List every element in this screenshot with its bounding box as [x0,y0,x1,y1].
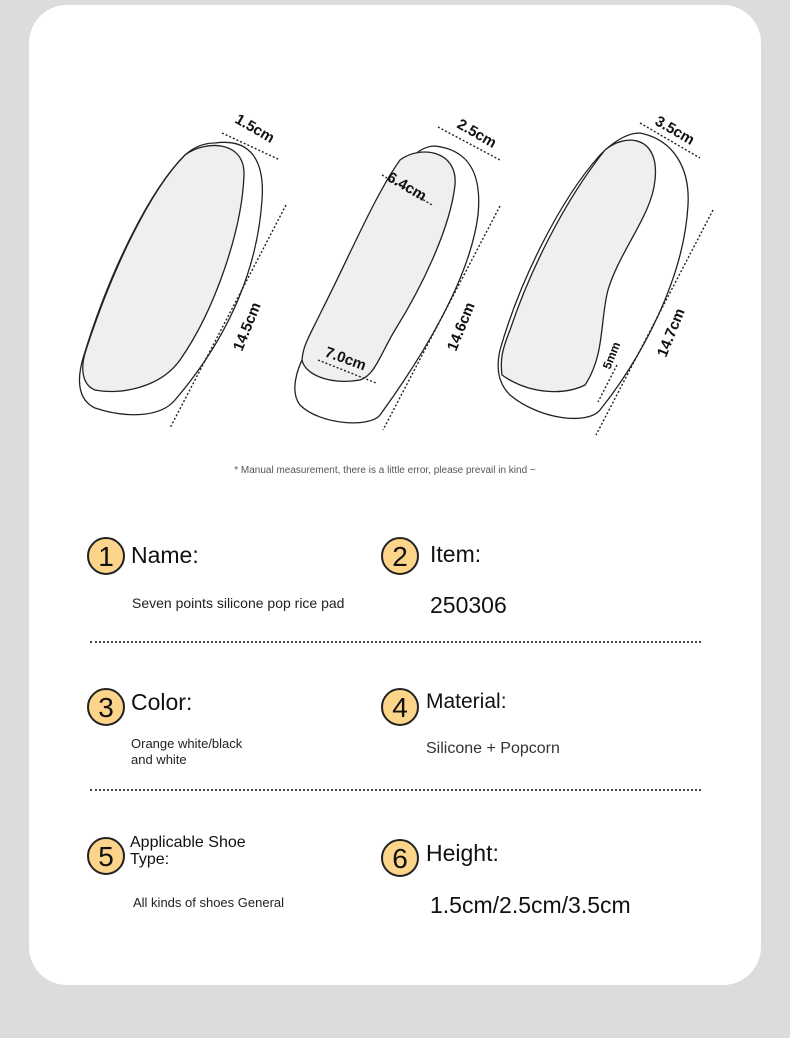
pad-3-height-label: 3.5cm [652,112,698,149]
spec-value-color-line2: and white [131,752,187,767]
spec-label-shoe-type [130,834,246,868]
pad-2-length-label: 14.6cm [443,299,479,354]
spec-label-shoe-type-line2: Type: [130,851,170,868]
spec-label-color: Color: [131,689,193,715]
insole-pad-3-top [501,140,655,391]
spec-value-shoe-type: All kinds of shoes General [133,895,285,910]
spec-label-name: Name: [131,542,199,568]
divider [90,641,701,643]
divider [90,789,701,791]
spec-number-6: 6 [381,839,419,877]
pad-3-length-label: 14.7cm [653,305,689,360]
spec-label-item: Item: [430,541,482,567]
spec-value-height: 1.5cm/2.5cm/3.5cm [430,892,631,918]
pad-2-bottom-width-label: 7.0cm [322,343,369,375]
spec-value-name: Seven points silicone pop rice pad [132,595,345,611]
spec-number-3: 3 [87,688,125,726]
pad-3-edge-label: 5mm [599,339,624,372]
spec-number-5: 5 [87,837,125,875]
pad-1-height-label: 1.5cm [232,110,278,147]
pad-2-top-width-label: 6.4cm [384,168,430,205]
insole-measurement-diagram [0,0,790,480]
spec-number-2: 2 [381,537,419,575]
pad-2-height-label: 2.5cm [454,115,500,152]
insole-pad-2-top [302,152,455,381]
measurement-note: * Manual measurement, there is a little error, please prevail in kind ~ [234,465,536,476]
spec-number-4: 4 [381,688,419,726]
pad-1-length-label: 14.5cm [229,299,265,354]
spec-label-shoe-type-line1: Applicable Shoe [130,834,246,851]
spec-label-height: Height: [426,840,499,866]
insole-pad-1-top [83,145,244,391]
spec-value-color-line1: Orange white/black [131,736,243,751]
spec-number-1: 1 [87,537,125,575]
spec-value-item: 250306 [430,592,507,618]
spec-value-material: Silicone + Popcorn [426,740,560,757]
spec-value-color [131,736,242,768]
spec-label-material: Material: [426,690,507,713]
